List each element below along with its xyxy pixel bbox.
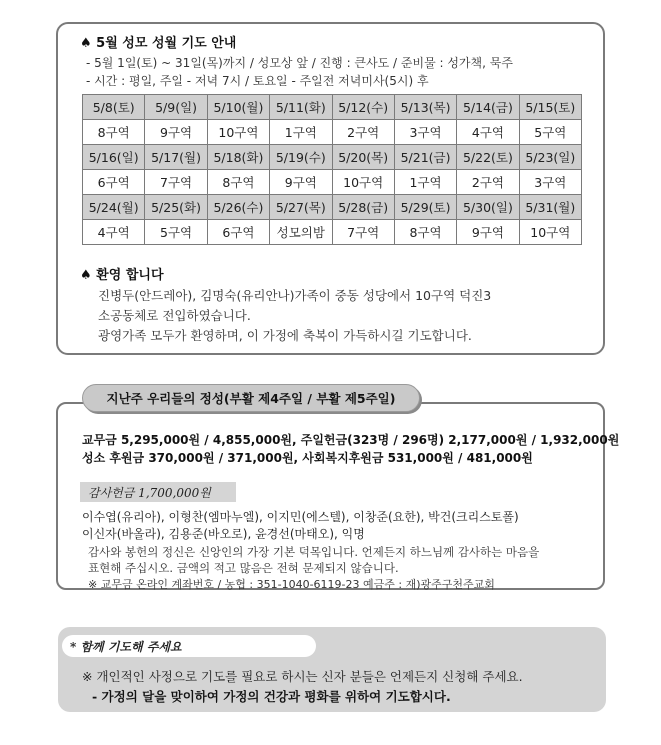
- schedule-date-row: [83, 145, 582, 170]
- schedule-date-cell: 5/19(수): [270, 145, 332, 170]
- schedule-date-cell: 5/8(토): [83, 95, 145, 120]
- welcome-title: ♠ 환영 합니다: [80, 268, 164, 283]
- schedule-area-cell: 1구역: [394, 170, 456, 195]
- schedule-date-cell: 5/15(토): [519, 95, 581, 120]
- offering-totals-line: 교무금 5,295,000원 / 4,855,000원, 주일헌금(323명 / 296명) 2,177,000원 / 1,932,000원: [82, 433, 620, 447]
- rosary-title: ♠ 5월 성모 성월 기도 안내: [80, 36, 237, 51]
- schedule-date-cell: 5/21(금): [394, 145, 456, 170]
- schedule-area-cell: 10구역: [207, 120, 269, 145]
- schedule-area-cell: 4구역: [457, 120, 519, 145]
- schedule-date-cell: 5/24(월): [83, 195, 145, 220]
- schedule-date-cell: 5/29(토): [394, 195, 456, 220]
- schedule-area-cell: 5구역: [145, 220, 207, 245]
- schedule-date-cell: 5/17(월): [145, 145, 207, 170]
- schedule-date-cell: 5/25(화): [145, 195, 207, 220]
- schedule-area-cell: 1구역: [270, 120, 332, 145]
- offering-totals-line: 성소 후원금 370,000원 / 371,000원, 사회복지후원금 531,000원 / 481,000원: [82, 451, 533, 465]
- schedule-date-cell: 5/16(일): [83, 145, 145, 170]
- schedule-area-row: [83, 220, 582, 245]
- schedule-area-row: [83, 170, 582, 195]
- schedule-date-row: [83, 95, 582, 120]
- welcome-line: 광영가족 모두가 환영하며, 이 가정에 축복이 가득하시길 기도합니다.: [98, 328, 472, 343]
- schedule-area-cell: 7구역: [332, 220, 394, 245]
- rosary-schedule-table: [82, 94, 582, 245]
- rosary-notice-box: [56, 22, 605, 355]
- schedule-area-cell: 3구역: [519, 170, 581, 195]
- schedule-date-cell: 5/14(금): [457, 95, 519, 120]
- schedule-date-cell: 5/12(수): [332, 95, 394, 120]
- rosary-info-period: - 5월 1일(토) ~ 31일(목)까지 / 성모상 앞 / 진행 : 큰사도 / 준비물 : 성가책, 묵주: [86, 56, 513, 70]
- schedule-date-cell: 5/20(목): [332, 145, 394, 170]
- bank-account-note: ※ 교무금 온라인 계좌번호 / 농협 : 351-1040-6119-23 예금주 : 재)광주구천주교회: [88, 578, 495, 591]
- schedule-date-cell: 5/26(수): [207, 195, 269, 220]
- schedule-date-cell: 5/13(목): [394, 95, 456, 120]
- offering-box: [56, 402, 620, 591]
- offering-banner: 지난주 우리들의 정성(부활 제4주일 / 부활 제5주일): [82, 384, 420, 412]
- schedule-date-cell: 5/9(일): [145, 95, 207, 120]
- welcome-line: 소공동체로 전입하였습니다.: [98, 308, 251, 323]
- schedule-area-cell: 4구역: [83, 220, 145, 245]
- schedule-area-cell: 6구역: [207, 220, 269, 245]
- schedule-date-cell: 5/22(토): [457, 145, 519, 170]
- schedule-area-cell: 성모의밤: [270, 220, 332, 245]
- schedule-area-cell: 2구역: [457, 170, 519, 195]
- schedule-area-row: [83, 120, 582, 145]
- prayer-request-box: [58, 627, 606, 712]
- schedule-area-cell: 2구역: [332, 120, 394, 145]
- schedule-area-cell: 9구역: [145, 120, 207, 145]
- schedule-date-cell: 5/28(금): [332, 195, 394, 220]
- schedule-area-cell: 8구역: [207, 170, 269, 195]
- schedule-date-cell: 5/31(월): [519, 195, 581, 220]
- offering-note: 감사와 봉헌의 정신은 신앙인의 가장 기본 덕목입니다. 언제든지 하느님께 감사하는 마음을: [88, 545, 540, 559]
- offering-note: 표현해 주십시오. 금액의 적고 많음은 전혀 문제되지 않습니다.: [88, 561, 399, 575]
- schedule-area-cell: 7구역: [145, 170, 207, 195]
- schedule-area-cell: 9구역: [270, 170, 332, 195]
- schedule-date-cell: 5/30(일): [457, 195, 519, 220]
- schedule-area-cell: 6구역: [83, 170, 145, 195]
- prayer-intention-line: - 가정의 달을 맞이하여 가정의 건강과 평화를 위하여 기도합시다.: [92, 689, 451, 704]
- schedule-area-cell: 10구역: [332, 170, 394, 195]
- schedule-date-cell: 5/11(화): [270, 95, 332, 120]
- schedule-area-cell: 10구역: [519, 220, 581, 245]
- prayer-request-label: * 함께 기도해 주세요: [62, 635, 316, 657]
- schedule-date-cell: 5/23(일): [519, 145, 581, 170]
- schedule-date-cell: 5/27(목): [270, 195, 332, 220]
- thanksgiving-offering-label: 감사헌금 1,700,000원: [80, 482, 236, 502]
- schedule-date-cell: 5/18(화): [207, 145, 269, 170]
- rosary-info-time: - 시간 : 평일, 주일 - 저녁 7시 / 토요일 - 주일전 저녁미사(5시) 후: [86, 74, 429, 88]
- schedule-area-cell: 9구역: [457, 220, 519, 245]
- schedule-area-cell: 8구역: [83, 120, 145, 145]
- donor-names: 이수엽(유리아), 이형찬(엠마누엘), 이지민(에스텔), 이창준(요한), 박건(크리스토폴): [82, 510, 519, 524]
- schedule-area-cell: 3구역: [394, 120, 456, 145]
- schedule-date-cell: 5/10(월): [207, 95, 269, 120]
- prayer-request-line: ※ 개인적인 사정으로 기도를 필요로 하시는 신자 분들은 언제든지 신청해 주세요.: [82, 669, 523, 684]
- schedule-area-cell: 8구역: [394, 220, 456, 245]
- schedule-area-cell: 5구역: [519, 120, 581, 145]
- welcome-line: 진병두(안드레아), 김명숙(유리안나)가족이 중동 성당에서 10구역 덕진3: [98, 288, 492, 303]
- donor-names: 이신자(바올라), 김용준(바오로), 윤경선(마태오), 익명: [82, 527, 365, 541]
- schedule-date-row: [83, 195, 582, 220]
